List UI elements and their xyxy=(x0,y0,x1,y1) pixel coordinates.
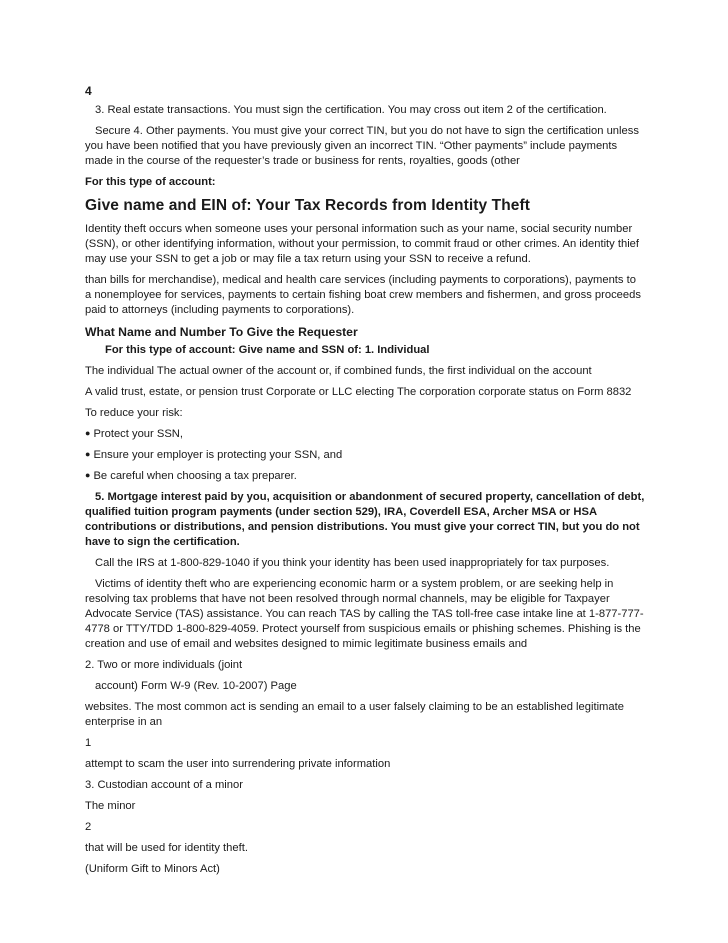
other-payments-paragraph: Secure 4. Other payments. You must give your correct TIN, but you do not have to sign the certification unless you have been notified that you have previously given an incorrect TIN. “Other payments” include payments made in the course of the requester’s trade or business for rents, royalties, goods (other xyxy=(85,125,639,167)
number-one: 1 xyxy=(85,737,92,749)
mortgage-paragraph: 5. Mortgage interest paid by you, acquisition or abandonment of secured property, cancellation of debt, qualified tuition program payments (under section 529), IRA, Coverdell ESA, Archer MSA or HSA contributions or distributions, and pension distributions. You must give your correct TIN, but you do not have to sign the certification. xyxy=(85,491,645,548)
bullet-item xyxy=(85,448,645,463)
page-number: 4 xyxy=(85,84,92,98)
trust-paragraph: A valid trust, estate, or pension trust Corporate or LLC electing The corporation corporate status on Form 8832 xyxy=(85,386,632,398)
document-body xyxy=(85,84,645,883)
bullet-text: Protect your SSN, xyxy=(93,428,183,440)
individual-subheading: For this type of account: Give name and SSN of: 1. Individual xyxy=(105,344,430,356)
individual-paragraph: The individual The actual owner of the account or, if combined funds, the first individual on the account xyxy=(85,365,592,377)
number-two: 2 xyxy=(85,821,92,833)
bullet-item xyxy=(85,427,645,442)
the-minor-paragraph: The minor xyxy=(85,800,136,812)
bullet-text: Be careful when choosing a tax preparer. xyxy=(93,470,297,482)
reduce-risk-paragraph: To reduce your risk: xyxy=(85,407,183,419)
account-type-label: For this type of account: xyxy=(85,176,216,188)
used-for-paragraph: that will be used for identity theft. xyxy=(85,842,248,854)
bullet-text: Ensure your employer is protecting your SSN, and xyxy=(93,449,343,461)
ugma-paragraph: (Uniform Gift to Minors Act) xyxy=(85,863,220,875)
account-form-paragraph: account) Form W-9 (Rev. 10-2007) Page xyxy=(95,680,297,692)
two-or-more-paragraph: 2. Two or more individuals (joint xyxy=(85,659,243,671)
merchandise-paragraph: than bills for merchandise), medical and health care services (including payments to corporations), payments to a nonemployee for services, payments to certain fishing boat crew members and fishermen, and gross proceeds paid to attorneys (including payments to corporations). xyxy=(85,274,641,316)
call-irs-paragraph: Call the IRS at 1-800-829-1040 if you think your identity has been used inappropriately for tax purposes. xyxy=(95,557,610,569)
victims-paragraph: Victims of identity theft who are experiencing economic harm or a system problem, or are seeking help in resolving tax problems that have not been resolved through normal channels, may be eligible for Taxpayer Advocate Service (TAS) assistance. You can reach TAS by calling the TAS toll-free case intake line at 1-877-777-4778 or TTY/TDD 1-800-829-4059. Protect yourself from suspicious emails or phishing schemes. Phishing is the creation and use of email and websites designed to mimic legitimate business emails and xyxy=(85,578,644,650)
attempt-paragraph: attempt to scam the user into surrendering private information xyxy=(85,758,391,770)
bullet-item xyxy=(85,469,645,484)
websites-paragraph: websites. The most common act is sending an email to a user falsely claiming to be an established legitimate enterprise in an xyxy=(85,701,624,728)
what-name-heading: What Name and Number To Give the Requester xyxy=(85,325,358,339)
main-heading: Give name and EIN of: Your Tax Records from Identity Theft xyxy=(85,197,531,214)
real-estate-paragraph: 3. Real estate transactions. You must sign the certification. You may cross out item 2 of the certification. xyxy=(95,104,607,116)
identity-theft-paragraph: Identity theft occurs when someone uses your personal information such as your name, social security number (SSN), or other identifying information, without your permission, to commit fraud or other crimes. An identity thief may use your SSN to get a job or may file a tax return using your SSN to receive a refund. xyxy=(85,223,640,265)
custodian-paragraph: 3. Custodian account of a minor xyxy=(85,779,243,791)
